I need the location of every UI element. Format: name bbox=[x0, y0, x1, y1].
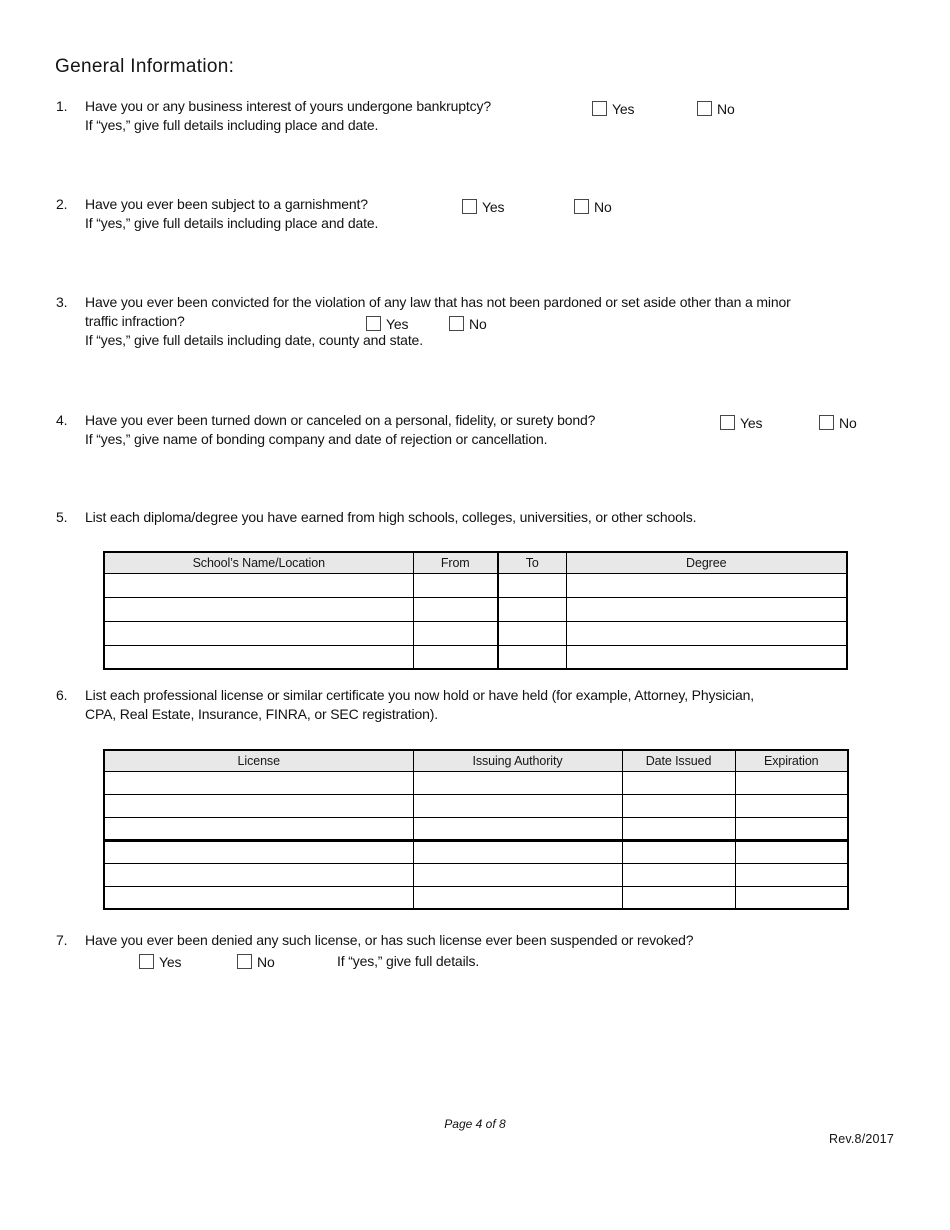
question-1-number: 1. bbox=[56, 98, 68, 114]
q7-no-label: No bbox=[257, 953, 275, 970]
question-6-text-line2: CPA, Real Estate, Insurance, FINRA, or SEC registration). bbox=[85, 706, 438, 722]
question-7-followup: If “yes,” give full details. bbox=[337, 953, 480, 969]
question-3-number: 3. bbox=[56, 294, 68, 310]
question-3-followup: If “yes,” give full details including date, county and state. bbox=[85, 332, 423, 348]
authority-cell[interactable] bbox=[413, 771, 622, 794]
school-to-cell[interactable] bbox=[498, 621, 566, 645]
authority-cell[interactable] bbox=[413, 886, 622, 909]
question-3-text-line1: Have you ever been convicted for the violation of any law that has not been pardoned or set aside other than a minor bbox=[85, 294, 791, 310]
date-issued-cell[interactable] bbox=[622, 817, 735, 840]
school-name-cell[interactable] bbox=[104, 645, 413, 669]
school-table-row bbox=[104, 645, 847, 669]
question-4-text: Have you ever been turned down or canceled on a personal, fidelity, or surety bond? bbox=[85, 412, 596, 428]
school-to-cell[interactable] bbox=[498, 573, 566, 597]
question-5-number: 5. bbox=[56, 509, 68, 525]
license-cell[interactable] bbox=[104, 817, 413, 840]
expiration-cell[interactable] bbox=[735, 840, 848, 863]
school-table-header-degree: Degree bbox=[566, 552, 847, 573]
school-degree-cell[interactable] bbox=[566, 621, 847, 645]
q7-yes-label: Yes bbox=[159, 953, 182, 970]
license-table-row bbox=[104, 863, 848, 886]
date-issued-cell[interactable] bbox=[622, 794, 735, 817]
expiration-cell[interactable] bbox=[735, 817, 848, 840]
q2-yes-checkbox[interactable] bbox=[462, 199, 477, 214]
question-5-text: List each diploma/degree you have earned from high schools, colleges, universities, or other schools. bbox=[85, 509, 697, 525]
license-table bbox=[103, 749, 849, 910]
q4-yes-checkbox[interactable] bbox=[720, 415, 735, 430]
school-table-header-from: From bbox=[413, 552, 498, 573]
school-table-row bbox=[104, 597, 847, 621]
q2-no-option bbox=[574, 197, 612, 216]
school-table-row bbox=[104, 573, 847, 597]
license-table-row bbox=[104, 840, 848, 863]
school-name-cell[interactable] bbox=[104, 597, 413, 621]
q3-yes-checkbox[interactable] bbox=[366, 316, 381, 331]
question-6-number: 6. bbox=[56, 687, 68, 703]
expiration-cell[interactable] bbox=[735, 794, 848, 817]
q1-no-checkbox[interactable] bbox=[697, 101, 712, 116]
authority-cell[interactable] bbox=[413, 794, 622, 817]
license-cell[interactable] bbox=[104, 863, 413, 886]
school-to-cell[interactable] bbox=[498, 645, 566, 669]
school-table-header-name: School’s Name/Location bbox=[104, 552, 413, 573]
question-2-text: Have you ever been subject to a garnishment? bbox=[85, 196, 368, 212]
license-table-header-row bbox=[104, 750, 848, 771]
school-degree-cell[interactable] bbox=[566, 597, 847, 621]
q3-yes-option bbox=[366, 314, 408, 333]
page-title: General Information: bbox=[55, 56, 235, 77]
date-issued-cell[interactable] bbox=[622, 840, 735, 863]
date-issued-cell[interactable] bbox=[622, 771, 735, 794]
q4-no-checkbox[interactable] bbox=[819, 415, 834, 430]
q3-no-checkbox[interactable] bbox=[449, 316, 464, 331]
license-table-row bbox=[104, 886, 848, 909]
school-table-header-row bbox=[104, 552, 847, 573]
q7-yes-option bbox=[139, 952, 181, 971]
expiration-cell[interactable] bbox=[735, 886, 848, 909]
q7-no-option bbox=[237, 952, 275, 971]
revision-label: Rev.8/2017 bbox=[828, 1132, 894, 1146]
question-1-followup: If “yes,” give full details including place and date. bbox=[85, 117, 379, 133]
license-table-header-date-issued: Date Issued bbox=[622, 750, 735, 771]
question-2-followup: If “yes,” give full details including place and date. bbox=[85, 215, 379, 231]
q4-no-option bbox=[819, 413, 857, 432]
q3-no-option bbox=[449, 314, 487, 333]
license-table-header-expiration: Expiration bbox=[735, 750, 848, 771]
q1-no-option bbox=[697, 99, 735, 118]
expiration-cell[interactable] bbox=[735, 863, 848, 886]
license-cell[interactable] bbox=[104, 794, 413, 817]
question-4-number: 4. bbox=[56, 412, 68, 428]
q2-no-label: No bbox=[594, 198, 612, 215]
school-from-cell[interactable] bbox=[413, 573, 498, 597]
question-1-text: Have you or any business interest of yours undergone bankruptcy? bbox=[85, 98, 491, 114]
license-table-row bbox=[104, 771, 848, 794]
q7-yes-checkbox[interactable] bbox=[139, 954, 154, 969]
school-from-cell[interactable] bbox=[413, 621, 498, 645]
school-degree-cell[interactable] bbox=[566, 573, 847, 597]
q2-yes-option bbox=[462, 197, 504, 216]
license-table-row bbox=[104, 817, 848, 840]
license-cell[interactable] bbox=[104, 771, 413, 794]
q7-no-checkbox[interactable] bbox=[237, 954, 252, 969]
authority-cell[interactable] bbox=[413, 817, 622, 840]
school-table-row bbox=[104, 621, 847, 645]
question-4-followup: If “yes,” give name of bonding company and date of rejection or cancellation. bbox=[85, 431, 548, 447]
expiration-cell[interactable] bbox=[735, 771, 848, 794]
question-7-text: Have you ever been denied any such license, or has such license ever been suspended or revoked? bbox=[85, 932, 694, 948]
school-degree-table bbox=[103, 551, 848, 670]
school-name-cell[interactable] bbox=[104, 621, 413, 645]
school-from-cell[interactable] bbox=[413, 645, 498, 669]
school-degree-cell[interactable] bbox=[566, 645, 847, 669]
q1-yes-option bbox=[592, 99, 634, 118]
q4-yes-option bbox=[720, 413, 762, 432]
date-issued-cell[interactable] bbox=[622, 863, 735, 886]
q1-yes-checkbox[interactable] bbox=[592, 101, 607, 116]
license-table-header-license: License bbox=[104, 750, 413, 771]
question-6-text-line1: List each professional license or similar certificate you now hold or have held (for example, Attorney, Physician, bbox=[85, 687, 754, 703]
school-from-cell[interactable] bbox=[413, 597, 498, 621]
q3-no-label: No bbox=[469, 315, 487, 332]
question-2-number: 2. bbox=[56, 196, 68, 212]
authority-cell[interactable] bbox=[413, 840, 622, 863]
date-issued-cell[interactable] bbox=[622, 886, 735, 909]
q2-yes-label: Yes bbox=[482, 198, 505, 215]
q2-no-checkbox[interactable] bbox=[574, 199, 589, 214]
license-cell[interactable] bbox=[104, 886, 413, 909]
authority-cell[interactable] bbox=[413, 863, 622, 886]
school-to-cell[interactable] bbox=[498, 597, 566, 621]
school-table-header-to: To bbox=[498, 552, 566, 573]
license-table-header-authority: Issuing Authority bbox=[413, 750, 622, 771]
q1-yes-label: Yes bbox=[612, 100, 635, 117]
license-table-row bbox=[104, 794, 848, 817]
license-cell[interactable] bbox=[104, 840, 413, 863]
q4-no-label: No bbox=[839, 414, 857, 431]
question-7-number: 7. bbox=[56, 932, 68, 948]
q3-yes-label: Yes bbox=[386, 315, 409, 332]
school-name-cell[interactable] bbox=[104, 573, 413, 597]
page-number: Page 4 of 8 bbox=[444, 1117, 506, 1131]
q1-no-label: No bbox=[717, 100, 735, 117]
question-3-text-line2: traffic infraction? bbox=[85, 313, 185, 329]
q4-yes-label: Yes bbox=[740, 414, 763, 431]
